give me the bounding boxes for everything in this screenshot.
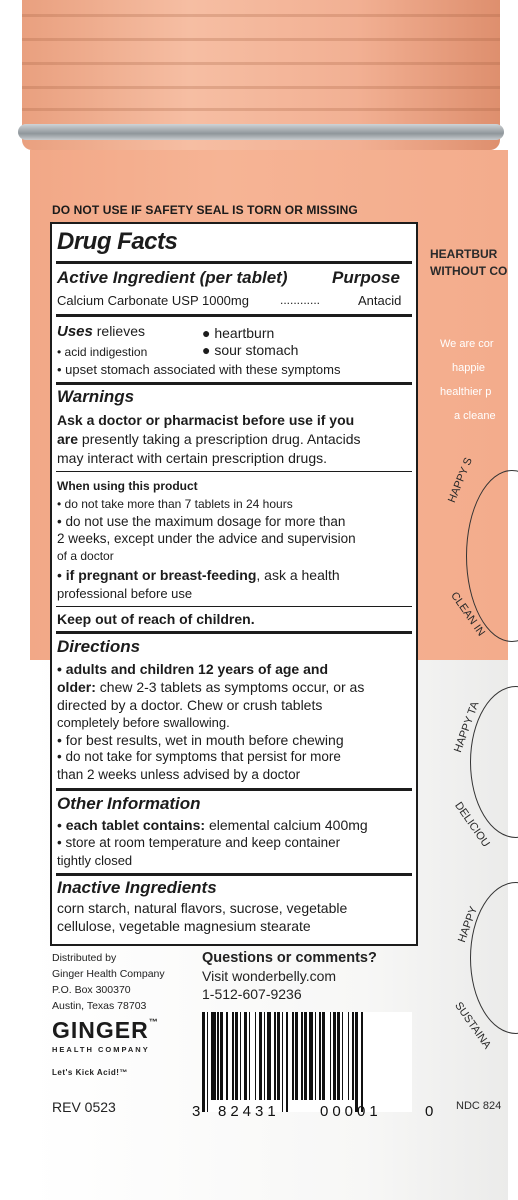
barcode-bar: [202, 1012, 205, 1112]
lid-ridge: [22, 86, 500, 89]
directions-line: than 2 weeks unless advised by a doctor: [57, 767, 301, 782]
when-text: do not take more than 7 tablets in 24 hours: [64, 497, 293, 511]
badge2-label: HAPPY TA: [452, 700, 482, 755]
side-heading-line1: HEARTBUR: [430, 247, 498, 261]
active-ingredient-header: Active Ingredient (per tablet): [57, 268, 288, 287]
use-item: • acid indigestion: [57, 345, 148, 359]
barcode-bar: [319, 1012, 321, 1100]
barcode-bar: [355, 1012, 358, 1112]
lid-ridge: [22, 14, 500, 17]
barcode-bar: [361, 1012, 363, 1112]
distributor-line: Austin, Texas 78703: [52, 1000, 147, 1012]
side-body-line1: We are cor: [440, 338, 494, 350]
inactive-line: cellulose, vegetable magnesium stearate: [57, 918, 311, 934]
barcode-bar: [207, 1012, 209, 1112]
lid-rim: [18, 124, 504, 140]
badge2-sub: DELICIOU: [452, 800, 492, 850]
barcode-bar: [259, 1012, 262, 1100]
section-divider: [56, 873, 412, 876]
barcode-bar: [274, 1012, 276, 1100]
drug-facts-title: Drug Facts: [57, 228, 178, 255]
barcode-bar: [292, 1012, 294, 1100]
badge1-label: HAPPY S: [446, 455, 475, 505]
other-info-text: store at room temperature and keep container: [65, 835, 341, 850]
distributor-line: Ginger Health Company: [52, 968, 165, 980]
use-text: upset stomach associated with these symptoms: [65, 362, 341, 377]
ask-line-1: Ask a doctor or pharmacist before use if you: [57, 412, 355, 428]
badge3-sub: SUSTAINA: [452, 1000, 494, 1052]
barcode-bar: [217, 1012, 219, 1100]
distributor-line: P.O. Box 300370: [52, 984, 131, 996]
barcode-digit: 3: [192, 1103, 201, 1120]
barcode-bar: [309, 1012, 314, 1100]
side-body-line2: happie: [452, 362, 486, 374]
other-info-line: • each tablet contains: elemental calcium 400mg: [57, 817, 368, 833]
barcode-bar: [304, 1012, 307, 1100]
when-text: do not use the maximum dosage for more than: [65, 514, 346, 529]
barcode-bar: [322, 1012, 325, 1100]
inactive-label: Inactive Ingredients: [57, 878, 217, 897]
drug-facts-panel: [50, 222, 418, 946]
section-divider: [56, 788, 412, 791]
barcode-bar: [337, 1012, 340, 1100]
barcode-bar: [333, 1012, 336, 1100]
pregnant-bold: if pregnant or breast-feeding: [65, 567, 257, 583]
directions-line: • do not take for symptoms that persist for more: [57, 749, 341, 764]
purpose-value: Antacid: [358, 293, 402, 308]
barcode-bar: [264, 1012, 266, 1100]
thin-divider: [56, 471, 412, 472]
when-line: 2 weeks, except under the advice and supervision: [57, 531, 356, 546]
barcode-digit: 0: [425, 1103, 434, 1120]
ingredient: Calcium Carbonate USP 1000mg: [57, 293, 249, 308]
barcode-bar: [220, 1012, 223, 1100]
lid-ridge: [22, 108, 500, 111]
use-item: ● sour stomach: [202, 342, 299, 358]
other-info-line: • store at room temperature and keep container: [57, 835, 341, 850]
use-item: ● heartburn: [202, 325, 275, 341]
thin-divider: [56, 606, 412, 607]
logo-tagline: Let's Kick Acid!™: [52, 1068, 128, 1077]
other-info-label: Other Information: [57, 794, 201, 813]
when-label: When using this product: [57, 479, 198, 493]
directions-label: Directions: [57, 637, 141, 656]
directions-line: [57, 679, 364, 695]
side-body: [440, 332, 496, 428]
section-divider: [56, 382, 412, 385]
dot-leader: ............: [280, 293, 321, 307]
badge1-sub: CLEAN IN: [448, 590, 488, 639]
pregnant-line: • if pregnant or breast-feeding, ask a health: [57, 567, 340, 583]
uses-line: [57, 323, 145, 340]
upc-barcode: [202, 1012, 412, 1112]
distributor-block: [52, 950, 165, 1014]
barcode-bar: [286, 1012, 288, 1112]
side-body-line4: a cleane: [454, 410, 496, 422]
barcode-bar: [240, 1012, 242, 1100]
logo-sub: HEALTH COMPANY: [52, 1045, 150, 1054]
side-body-line3: healthier p: [440, 386, 492, 398]
ask-line-2: [57, 431, 361, 447]
other-info-bold: each tablet contains:: [65, 817, 206, 833]
ginger-logo: [52, 1017, 159, 1077]
use-text: sour stomach: [214, 342, 299, 358]
directions-bold: older:: [57, 679, 96, 695]
other-info-text: elemental calcium 400mg: [205, 817, 368, 833]
warnings-label: Warnings: [57, 387, 135, 406]
other-info-line: tightly closed: [57, 853, 133, 868]
barcode-bar: [277, 1012, 280, 1100]
barcode-bar: [352, 1012, 354, 1100]
barcode-bar: [282, 1012, 284, 1112]
directions-line: directed by a doctor. Chew or crush tablets: [57, 697, 323, 713]
barcode-bar: [315, 1012, 317, 1100]
barcode-digit: 82431: [218, 1103, 280, 1120]
directions-line: completely before swallowing.: [57, 715, 230, 730]
barcode-bar: [244, 1012, 247, 1100]
directions-line: • for best results, wet in mouth before chewing: [57, 732, 344, 748]
logo-main: [52, 1017, 159, 1044]
logo-wordmark: GINGER: [52, 1017, 149, 1043]
visit-line: Visit wonderbelly.com: [202, 968, 337, 984]
inactive-line: corn starch, natural flavors, sucrose, vegetable: [57, 900, 348, 916]
seal-warning: DO NOT USE IF SAFETY SEAL IS TORN OR MISSING: [52, 203, 358, 217]
barcode-bar: [226, 1012, 228, 1100]
revision: REV 0523: [52, 1099, 116, 1115]
barcode-bar: [267, 1012, 272, 1100]
directions-line: • adults and children 12 years of age and: [57, 661, 328, 677]
ndc-code: NDC 824: [456, 1100, 502, 1112]
directions-text: adults and children 12 years of age and: [65, 661, 328, 677]
purpose-header: Purpose: [332, 268, 401, 287]
uses-intro: relieves: [92, 323, 145, 339]
barcode-bar: [295, 1012, 298, 1100]
section-divider: [56, 314, 412, 317]
barcode-bar: [232, 1012, 234, 1100]
use-text: acid indigestion: [64, 345, 148, 359]
barcode-bar: [255, 1012, 257, 1100]
lid-ridge: [22, 38, 500, 41]
barcode-bar: [348, 1012, 350, 1100]
barcode-bar: [249, 1012, 251, 1100]
logo-tm: ™: [148, 1017, 159, 1027]
pregnant-line-2: professional before use: [57, 586, 193, 601]
section-divider: [56, 261, 412, 264]
directions-text: do not take for symptoms that persist for more: [65, 749, 341, 764]
ask-line-3: may interact with certain prescription drugs.: [57, 450, 327, 466]
barcode-bar: [235, 1012, 238, 1100]
section-divider: [56, 631, 412, 634]
ask-bold: are: [57, 431, 79, 447]
ask-rest: presently taking a prescription drug. Antacids: [78, 431, 361, 447]
barcode-bar: [330, 1012, 332, 1100]
when-line: • do not use the maximum dosage for more than: [57, 514, 346, 529]
when-line: of a doctor: [57, 549, 114, 563]
lid-ridge: [22, 62, 500, 65]
directions-text: for best results, wet in mouth before chewing: [65, 732, 344, 748]
badge3-label: HAPPY: [456, 904, 481, 945]
distributor-line: Distributed by: [52, 952, 117, 964]
phone-line: 1-512-607-9236: [202, 986, 302, 1002]
directions-text: chew 2-3 tablets as symptoms occur, or as: [95, 679, 365, 695]
barcode-bar: [342, 1012, 344, 1100]
keep-out-line: Keep out of reach of children.: [57, 611, 255, 627]
barcode-bar: [301, 1012, 303, 1100]
barcode-digit: 00001: [320, 1103, 382, 1120]
barcode-bar: [211, 1012, 216, 1100]
use-text: heartburn: [214, 325, 275, 341]
uses-label: Uses: [57, 323, 93, 340]
side-heading: [430, 246, 507, 280]
questions-heading: Questions or comments?: [202, 950, 377, 966]
when-line: • do not take more than 7 tablets in 24 hours: [57, 497, 293, 511]
side-heading-line2: WITHOUT CO: [430, 264, 508, 278]
use-item: • upset stomach associated with these symptoms: [57, 362, 341, 377]
pregnant-rest: , ask a health: [256, 567, 340, 583]
